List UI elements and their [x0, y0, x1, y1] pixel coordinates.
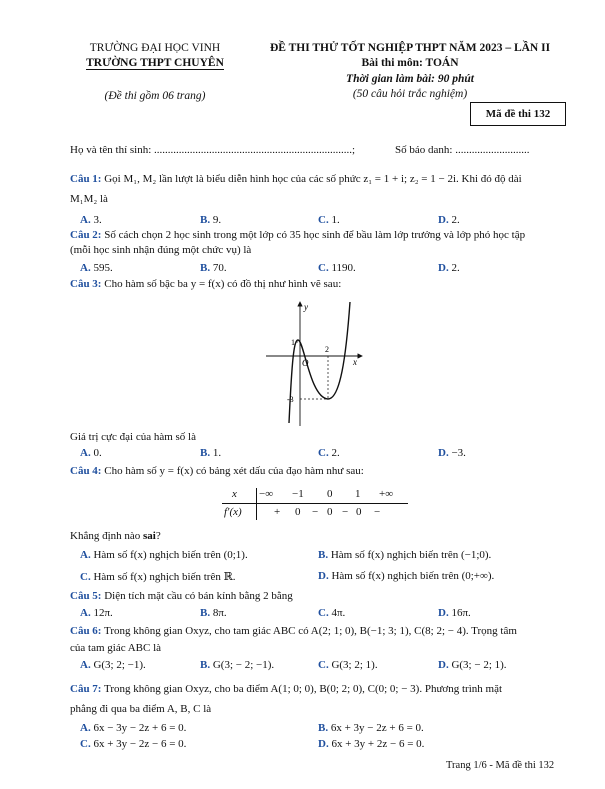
- pages-note: (Đề thi gồm 06 trang): [104, 90, 206, 102]
- q7-option-b: B. 6x + 3y − 2z + 6 = 0.: [318, 722, 424, 734]
- x-neg-1: −1: [292, 488, 304, 500]
- q6-text-2: của tam giác ABC là: [70, 642, 162, 654]
- function-graph: [262, 298, 367, 428]
- sign-3: −: [312, 506, 319, 518]
- q4-option-c: C. Hàm số f(x) nghịch biến trên ℝ.: [80, 571, 236, 583]
- sign-6: 0: [356, 506, 362, 518]
- q6-option-c: C. G(3; 2; 1).: [318, 659, 378, 671]
- school-name-1: TRƯỜNG ĐẠI HỌC VINH: [89, 42, 221, 54]
- q6-option-b: B. G(3; − 2; −1).: [200, 659, 275, 671]
- q4-option-d: D. Hàm số f(x) nghịch biến trên (0;+∞).: [318, 570, 495, 582]
- sign-4: 0: [327, 506, 333, 518]
- tick-x-2: 2: [325, 345, 329, 354]
- sign-table-fx-label: f′(x): [224, 506, 242, 518]
- cubic-curve: [289, 302, 350, 423]
- page-footer: Trang 1/6 - Mã đề thi 132: [446, 760, 555, 771]
- sign-1: +: [274, 506, 281, 518]
- student-id-field: Số báo danh: ...........................: [395, 144, 530, 156]
- q5-text: Câu 5: Diện tích mặt cầu có bán kính bằng 2 bằng: [70, 590, 293, 602]
- exam-code-box: [470, 102, 566, 126]
- origin-label: O: [302, 358, 309, 368]
- sign-5: −: [342, 506, 349, 518]
- q7-option-a: A. 6x − 3y − 2z + 6 = 0.: [80, 722, 187, 734]
- q1-option-a: A. 3.: [80, 214, 102, 226]
- q4-option-a: A. Hàm số f(x) nghịch biến trên (0;1).: [80, 549, 248, 561]
- sign-2: 0: [295, 506, 301, 518]
- school-name-2: [70, 57, 240, 69]
- sign-7: −: [374, 506, 381, 518]
- q6-text: Câu 6: Trong không gian Oxyz, cho tam giác ABC có A(2; 1; 0), B(−1; 3; 1), C(8; 2; − 4). Trọng tâm: [70, 625, 517, 637]
- x-0: 0: [327, 488, 333, 500]
- q4-text: Câu 4: Cho hàm số y = f(x) có bảng xét dấu của đạo hàm như sau:: [70, 465, 364, 477]
- q5-option-a: A. 12π.: [80, 607, 113, 619]
- q4-after: Khẳng định nào sai?: [70, 530, 161, 542]
- q1-option-c: C. 1.: [318, 214, 340, 226]
- y-axis-label: y: [304, 302, 308, 312]
- tick-y-neg3: -3: [287, 395, 294, 404]
- q5-option-c: C. 4π.: [318, 607, 346, 619]
- q5-option-d: D. 16π.: [438, 607, 471, 619]
- q3-text: Câu 3: Cho hàm số bậc ba y = f(x) có đồ thị như hình vẽ sau:: [70, 278, 342, 290]
- q3-after: Giá trị cực đại của hàm số là: [70, 431, 196, 443]
- q7-option-d: D. 6x + 3y + 2z − 6 = 0.: [318, 738, 425, 750]
- x-neg-inf: −∞: [259, 488, 274, 500]
- q7-text-2: phẳng đi qua ba điểm A, B, C là: [70, 703, 212, 715]
- tick-y-1: 1: [291, 338, 295, 347]
- q3-option-b: B. 1.: [200, 447, 222, 459]
- exam-title: ĐỀ THI THỬ TỐT NGHIỆP THPT NĂM 2023 – LẦN II: [269, 42, 551, 54]
- x-axis-label: x: [353, 357, 357, 367]
- exam-time: Thời gian làm bài: 90 phút: [346, 73, 474, 85]
- q2-option-c: C. 1190.: [318, 262, 356, 274]
- q2-text: Câu 2: Số cách chọn 2 học sinh trong một lớp có 35 học sinh để bầu làm lớp trưởng và lớp phó học tập: [70, 229, 526, 241]
- exam-subject: Bài thi môn: TOÁN: [361, 57, 459, 69]
- q7-text: Câu 7: Trong không gian Oxyz, cho ba điểm A(1; 0; 0), B(0; 2; 0), C(0; 0; − 3). Phương trình mặt: [70, 683, 503, 695]
- q1-label: Câu 1:: [70, 173, 102, 185]
- x-pos-inf: +∞: [379, 488, 394, 500]
- q1-option-d: D. 2.: [438, 214, 460, 226]
- q2-option-a: A. 595.: [80, 262, 113, 274]
- q3-option-c: C. 2.: [318, 447, 340, 459]
- q1-text: [70, 173, 522, 185]
- student-name-field: Họ và tên thí sinh: ........................................................................;: [70, 144, 356, 156]
- q6-option-d: D. G(3; − 2; 1).: [438, 659, 507, 671]
- question-count: (50 câu hỏi trắc nghiệm): [352, 88, 468, 100]
- school-name-2-text: TRƯỜNG THPT CHUYÊN: [86, 57, 224, 69]
- q6-option-a: A. G(3; 2; −1).: [80, 659, 146, 671]
- sign-table-x-label: x: [232, 488, 237, 500]
- q1-text-2: M₁M₂ là: [70, 193, 108, 205]
- q7-option-c: C. 6x + 3y − 2z − 6 = 0.: [80, 738, 187, 750]
- q3-option-a: A. 0.: [80, 447, 102, 459]
- q3-option-d: D. −3.: [438, 447, 466, 459]
- q4-option-b: B. Hàm số f(x) nghịch biến trên (−1;0).: [318, 549, 492, 561]
- q2-text-2: (mỗi học sinh nhận đúng một chức vụ) là: [70, 244, 252, 256]
- exam-code: Mã đề thi 132: [485, 108, 551, 120]
- x-1: 1: [355, 488, 361, 500]
- q2-option-d: D. 2.: [438, 262, 460, 274]
- q1-option-b: B. 9.: [200, 214, 222, 226]
- q2-option-b: B. 70.: [200, 262, 227, 274]
- sign-table: [222, 486, 408, 522]
- q5-option-b: B. 8π.: [200, 607, 227, 619]
- q1-body: Gọi M₁, M₂ lần lượt là biểu diễn hình học của các số phức z₁ = 1 + i; z₂ = 1 − 2i. Khi đó độ dài: [104, 173, 522, 185]
